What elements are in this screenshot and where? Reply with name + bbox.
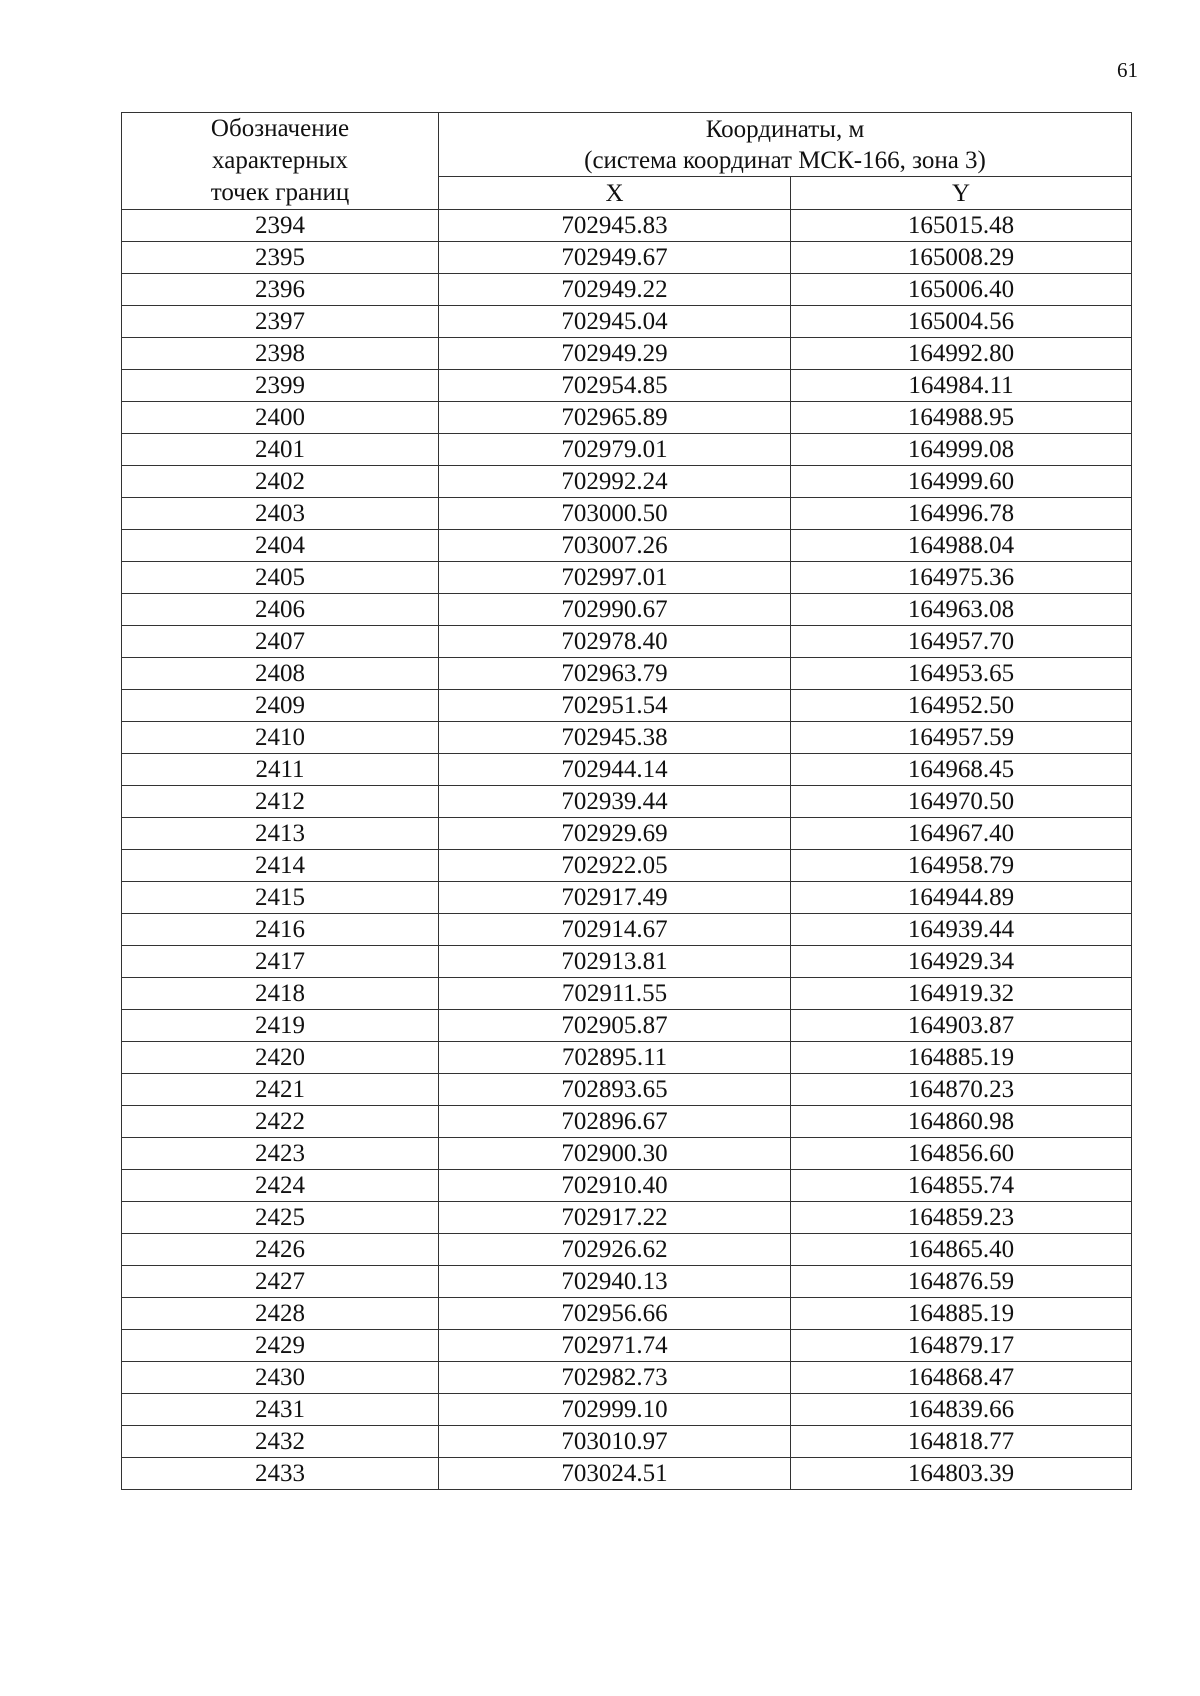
y-coordinate-cell: 164885.19 xyxy=(791,1042,1132,1074)
table-row xyxy=(122,1394,1132,1426)
y-column-header: Y xyxy=(791,177,1132,210)
x-coordinate-cell: 702929.69 xyxy=(439,818,791,850)
point-id-cell: 2399 xyxy=(122,370,439,402)
y-coordinate-cell: 164839.66 xyxy=(791,1394,1132,1426)
y-coordinate-cell: 164860.98 xyxy=(791,1106,1132,1138)
x-coordinate-cell: 702913.81 xyxy=(439,946,791,978)
y-coordinate-cell: 164859.23 xyxy=(791,1202,1132,1234)
point-id-cell: 2402 xyxy=(122,466,439,498)
point-id-cell: 2419 xyxy=(122,1010,439,1042)
y-coordinate-cell: 164996.78 xyxy=(791,498,1132,530)
point-id-cell: 2429 xyxy=(122,1330,439,1362)
x-column-header: X xyxy=(439,177,791,210)
table-row xyxy=(122,594,1132,626)
table-row xyxy=(122,530,1132,562)
y-coordinate-cell: 164992.80 xyxy=(791,338,1132,370)
table-row xyxy=(122,402,1132,434)
x-coordinate-cell: 702900.30 xyxy=(439,1138,791,1170)
point-id-cell: 2412 xyxy=(122,786,439,818)
point-id-cell: 2430 xyxy=(122,1362,439,1394)
table-row xyxy=(122,498,1132,530)
table-row xyxy=(122,1170,1132,1202)
point-id-cell: 2404 xyxy=(122,530,439,562)
y-coordinate-cell: 164958.79 xyxy=(791,850,1132,882)
point-id-cell: 2405 xyxy=(122,562,439,594)
y-coordinate-cell: 164856.60 xyxy=(791,1138,1132,1170)
y-coordinate-cell: 164868.47 xyxy=(791,1362,1132,1394)
coordinates-header-line: Координаты, м xyxy=(705,115,865,143)
table-row xyxy=(122,306,1132,338)
y-coordinate-cell: 164879.17 xyxy=(791,1330,1132,1362)
x-coordinate-cell: 702911.55 xyxy=(439,978,791,1010)
point-id-cell: 2395 xyxy=(122,242,439,274)
table-row xyxy=(122,914,1132,946)
table-row xyxy=(122,978,1132,1010)
table-row xyxy=(122,1042,1132,1074)
point-id-cell: 2417 xyxy=(122,946,439,978)
table-row xyxy=(122,210,1132,242)
coordinates-header-line: (система координат МСК-166, зона 3) xyxy=(584,146,986,174)
point-id-cell: 2423 xyxy=(122,1138,439,1170)
x-coordinate-cell: 702978.40 xyxy=(439,626,791,658)
point-id-cell: 2424 xyxy=(122,1170,439,1202)
table-row xyxy=(122,690,1132,722)
table-row xyxy=(122,562,1132,594)
y-coordinate-cell: 164865.40 xyxy=(791,1234,1132,1266)
y-coordinate-cell: 164803.39 xyxy=(791,1458,1132,1490)
x-coordinate-cell: 703024.51 xyxy=(439,1458,791,1490)
y-coordinate-cell: 164970.50 xyxy=(791,786,1132,818)
point-id-cell: 2400 xyxy=(122,402,439,434)
x-coordinate-cell: 702940.13 xyxy=(439,1266,791,1298)
x-coordinate-cell: 702951.54 xyxy=(439,690,791,722)
point-id-cell: 2420 xyxy=(122,1042,439,1074)
y-coordinate-cell: 164944.89 xyxy=(791,882,1132,914)
point-id-cell: 2418 xyxy=(122,978,439,1010)
y-coordinate-cell: 164957.70 xyxy=(791,626,1132,658)
x-coordinate-cell: 702949.29 xyxy=(439,338,791,370)
y-coordinate-cell: 164999.60 xyxy=(791,466,1132,498)
y-coordinate-cell: 164885.19 xyxy=(791,1298,1132,1330)
point-id-cell: 2428 xyxy=(122,1298,439,1330)
point-id-cell: 2422 xyxy=(122,1106,439,1138)
table-row xyxy=(122,1426,1132,1458)
table-row xyxy=(122,818,1132,850)
point-id-cell: 2426 xyxy=(122,1234,439,1266)
table-row xyxy=(122,1266,1132,1298)
x-coordinate-cell: 702954.85 xyxy=(439,370,791,402)
table-row xyxy=(122,1458,1132,1490)
x-coordinate-cell: 703007.26 xyxy=(439,530,791,562)
x-coordinate-cell: 702956.66 xyxy=(439,1298,791,1330)
coordinates-table xyxy=(121,112,1132,1490)
table-header xyxy=(122,113,1132,210)
x-coordinate-cell: 702963.79 xyxy=(439,658,791,690)
y-coordinate-cell: 164939.44 xyxy=(791,914,1132,946)
y-coordinate-cell: 164957.59 xyxy=(791,722,1132,754)
y-coordinate-cell: 164953.65 xyxy=(791,658,1132,690)
point-id-cell: 2416 xyxy=(122,914,439,946)
point-id-cell: 2413 xyxy=(122,818,439,850)
table-row xyxy=(122,882,1132,914)
point-header-line: точек границ xyxy=(210,179,350,206)
y-coordinate-cell: 165006.40 xyxy=(791,274,1132,306)
table-row xyxy=(122,1138,1132,1170)
x-coordinate-cell: 702893.65 xyxy=(439,1074,791,1106)
x-coordinate-cell: 702999.10 xyxy=(439,1394,791,1426)
table-row xyxy=(122,1234,1132,1266)
point-header-line: Обозначение xyxy=(210,115,350,142)
y-coordinate-cell: 164870.23 xyxy=(791,1074,1132,1106)
x-coordinate-cell: 703000.50 xyxy=(439,498,791,530)
y-coordinate-cell: 165015.48 xyxy=(791,210,1132,242)
y-coordinate-cell: 164988.95 xyxy=(791,402,1132,434)
y-coordinate-cell: 164903.87 xyxy=(791,1010,1132,1042)
point-id-cell: 2411 xyxy=(122,754,439,786)
x-coordinate-cell: 702944.14 xyxy=(439,754,791,786)
y-coordinate-cell: 165008.29 xyxy=(791,242,1132,274)
table-row xyxy=(122,338,1132,370)
x-coordinate-cell: 702917.22 xyxy=(439,1202,791,1234)
point-id-cell: 2407 xyxy=(122,626,439,658)
x-coordinate-cell: 703010.97 xyxy=(439,1426,791,1458)
x-coordinate-cell: 702945.38 xyxy=(439,722,791,754)
x-coordinate-cell: 702917.49 xyxy=(439,882,791,914)
point-id-cell: 2397 xyxy=(122,306,439,338)
point-id-cell: 2398 xyxy=(122,338,439,370)
y-coordinate-cell: 164818.77 xyxy=(791,1426,1132,1458)
y-coordinate-cell: 164919.32 xyxy=(791,978,1132,1010)
x-coordinate-cell: 702990.67 xyxy=(439,594,791,626)
x-coordinate-cell: 702979.01 xyxy=(439,434,791,466)
point-id-cell: 2394 xyxy=(122,210,439,242)
y-coordinate-cell: 164975.36 xyxy=(791,562,1132,594)
y-coordinate-cell: 164952.50 xyxy=(791,690,1132,722)
x-coordinate-cell: 702945.83 xyxy=(439,210,791,242)
table-row xyxy=(122,1106,1132,1138)
y-coordinate-cell: 164999.08 xyxy=(791,434,1132,466)
table-body xyxy=(122,210,1132,1490)
y-coordinate-cell: 164984.11 xyxy=(791,370,1132,402)
point-id-cell: 2401 xyxy=(122,434,439,466)
table-row xyxy=(122,1202,1132,1234)
point-id-cell: 2415 xyxy=(122,882,439,914)
point-id-cell: 2409 xyxy=(122,690,439,722)
table-row xyxy=(122,1010,1132,1042)
table-row xyxy=(122,370,1132,402)
table-row xyxy=(122,626,1132,658)
x-coordinate-cell: 702949.22 xyxy=(439,274,791,306)
x-coordinate-cell: 702997.01 xyxy=(439,562,791,594)
table-row xyxy=(122,1362,1132,1394)
point-id-cell: 2396 xyxy=(122,274,439,306)
table-row xyxy=(122,658,1132,690)
table-row xyxy=(122,850,1132,882)
x-coordinate-cell: 702971.74 xyxy=(439,1330,791,1362)
table-row xyxy=(122,946,1132,978)
table-row xyxy=(122,1330,1132,1362)
table-row xyxy=(122,1074,1132,1106)
x-coordinate-cell: 702895.11 xyxy=(439,1042,791,1074)
y-coordinate-cell: 164963.08 xyxy=(791,594,1132,626)
x-coordinate-cell: 702905.87 xyxy=(439,1010,791,1042)
y-coordinate-cell: 164855.74 xyxy=(791,1170,1132,1202)
y-coordinate-cell: 164929.34 xyxy=(791,946,1132,978)
table-row xyxy=(122,1298,1132,1330)
y-coordinate-cell: 164988.04 xyxy=(791,530,1132,562)
point-id-cell: 2406 xyxy=(122,594,439,626)
point-id-cell: 2432 xyxy=(122,1426,439,1458)
table-row xyxy=(122,466,1132,498)
point-id-cell: 2408 xyxy=(122,658,439,690)
table-row xyxy=(122,242,1132,274)
point-designation-header xyxy=(122,113,439,210)
page-number: 61 xyxy=(1117,58,1138,82)
x-coordinate-cell: 702910.40 xyxy=(439,1170,791,1202)
table-row xyxy=(122,434,1132,466)
x-coordinate-cell: 702945.04 xyxy=(439,306,791,338)
x-coordinate-cell: 702914.67 xyxy=(439,914,791,946)
point-id-cell: 2410 xyxy=(122,722,439,754)
x-coordinate-cell: 702939.44 xyxy=(439,786,791,818)
coordinates-header xyxy=(439,113,1132,177)
y-coordinate-cell: 164968.45 xyxy=(791,754,1132,786)
point-id-cell: 2421 xyxy=(122,1074,439,1106)
x-coordinate-cell: 702965.89 xyxy=(439,402,791,434)
x-coordinate-cell: 702926.62 xyxy=(439,1234,791,1266)
point-id-cell: 2433 xyxy=(122,1458,439,1490)
x-coordinate-cell: 702922.05 xyxy=(439,850,791,882)
x-coordinate-cell: 702949.67 xyxy=(439,242,791,274)
x-coordinate-cell: 702982.73 xyxy=(439,1362,791,1394)
table-row xyxy=(122,722,1132,754)
point-header-line: характерных xyxy=(212,147,348,174)
x-coordinate-cell: 702896.67 xyxy=(439,1106,791,1138)
table-row xyxy=(122,786,1132,818)
y-coordinate-cell: 164876.59 xyxy=(791,1266,1132,1298)
point-id-cell: 2403 xyxy=(122,498,439,530)
table-row xyxy=(122,274,1132,306)
point-id-cell: 2427 xyxy=(122,1266,439,1298)
x-coordinate-cell: 702992.24 xyxy=(439,466,791,498)
point-id-cell: 2414 xyxy=(122,850,439,882)
point-id-cell: 2425 xyxy=(122,1202,439,1234)
y-coordinate-cell: 165004.56 xyxy=(791,306,1132,338)
point-id-cell: 2431 xyxy=(122,1394,439,1426)
table-row xyxy=(122,754,1132,786)
y-coordinate-cell: 164967.40 xyxy=(791,818,1132,850)
